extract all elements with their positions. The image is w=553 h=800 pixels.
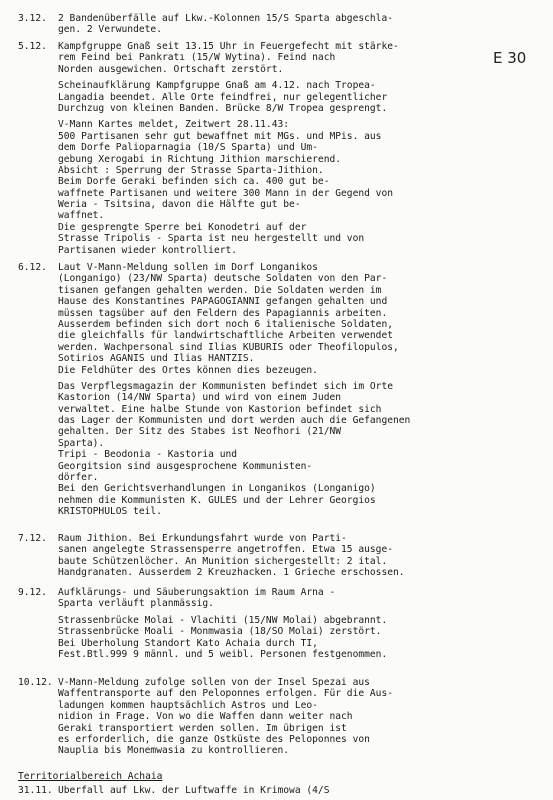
text-line: dem Dorfe Palioparnagia (10/S Sparta) und Um- xyxy=(58,142,318,154)
text-line: Die gesprengte Sperre bei Konodetri auf der xyxy=(58,221,307,233)
entry-body xyxy=(58,677,548,757)
entry-body xyxy=(58,262,548,518)
text-line: sanen angelegte Strassensperre angetroffen. Etwa 15 ausge- xyxy=(58,544,394,556)
text-line: (Longanigo) (23/NW Sparta) deutsche Soldaten von den Par- xyxy=(58,273,388,285)
text-line: Aufklärungs- und Säuberungsaktion im Raum Arna - xyxy=(58,587,336,598)
text-line: Absicht : Sperrung der Strasse Sparta-Jithion. xyxy=(58,164,324,176)
text-line: Partisanen wieder kontrolliert. xyxy=(58,244,238,256)
entry-body xyxy=(58,13,548,36)
text-line: Geraki transportiert werden sollen. Im übrigen ist xyxy=(58,722,347,734)
text-line: Hause des Konstantines PAPAGOGIANNI gefangen gehalten und xyxy=(58,296,388,308)
reference-mark: E 30 xyxy=(493,49,527,67)
entry-body xyxy=(58,785,548,796)
entry-date: 10.12. xyxy=(18,677,53,688)
text-line: Handgranaten. Ausserdem 2 Kreuzhacken. 1 Grieche erschossen. xyxy=(58,567,405,579)
text-line: rem Feind bei Pankratı (15/W Wytina). Feind nach xyxy=(58,52,336,64)
text-line: ladungen kommen hauptsächlich Astros und Leo- xyxy=(58,699,318,711)
text-line: es erforderlich, die ganze Ostküste des Peloponnes von xyxy=(58,733,370,745)
text-line: gen. 2 Verwundete. xyxy=(58,24,162,36)
text-line: das Lager der Kommunisten und dort werden auch die Gefangenen xyxy=(58,415,411,427)
text-line: Ausserdem befinden sich dort noch 6 italienische Soldaten, xyxy=(58,318,394,330)
entry-body xyxy=(58,533,548,579)
text-line: Waffentransporte auf den Peloponnes erfolgen. Für die Aus- xyxy=(58,688,394,700)
text-line: gebung Xerogabi in Richtung Jithion marschierend. xyxy=(58,153,342,165)
text-line: verwaltet. Eine halbe Stunde von Kastorion befindet sich xyxy=(58,403,382,415)
text-line: Das Verpflegsmagazin der Kommunisten befindet sich im Orte xyxy=(58,380,394,392)
text-line: gehalten. Der Sitz des Stabes ist Neofhori (21/NW xyxy=(58,426,342,438)
text-line: Bei den Gerichtsverhandlungen in Longanikos (Longanigo) xyxy=(58,483,376,495)
text-line: waffnet. xyxy=(58,210,105,222)
text-line: KRISTOPHULOS teil. xyxy=(58,506,162,518)
entry-date: 7.12. xyxy=(18,533,47,544)
text-line: 2 Bandenüberfälle auf Lkw.-Kolonnen 15/S Sparta abgeschla- xyxy=(58,13,394,24)
text-line: Die Feldhüter des Ortes können dies bezeugen. xyxy=(58,364,318,376)
text-line: Georgitsion sind ausgesprochene Kommunisten- xyxy=(58,460,313,472)
text-line: Sotirios AGANIS und Ilias HANTZIS. xyxy=(58,353,255,365)
entry-date: 31.11. xyxy=(18,785,53,796)
entry-body xyxy=(58,41,548,256)
entry-date: 5.12. xyxy=(18,41,47,52)
text-line: Kampfgruppe Gnaß seit 13.15 Uhr in Feuergefecht mit stärke- xyxy=(58,41,399,52)
text-line: Sparta). xyxy=(58,437,105,449)
text-line: Überfall auf Lkw. der Luftwaffe in Krimowa (4/S xyxy=(58,785,330,796)
entry-date: 6.12. xyxy=(18,262,47,273)
text-line: dörfer. xyxy=(58,472,99,484)
text-line: Weria - Tsitsina, davon die Hälfte gut be- xyxy=(58,199,301,211)
text-line: werden. Wachpersonal sind Ilias KUBURIS oder Theofilopulos, xyxy=(58,341,399,353)
section-heading: Territorialbereich Achaia xyxy=(18,771,163,782)
text-line: V-Mann Kartes meldet, Zeitwert 28.11.43: xyxy=(58,119,290,131)
text-line: Langadia beendet. Alle Orte feindfrei, nur gelegentlicher xyxy=(58,91,388,103)
text-line: nehmen die Kommunisten K. GULES und der Lehrer Georgios xyxy=(58,494,376,506)
text-line: Strassenbrücke Moali - Monmwasia (18/SO Molai) zerstört. xyxy=(58,626,382,638)
text-line: Strassenbrücke Molai - Vlachiti (15/NW Molai) abgebrannt. xyxy=(58,614,388,626)
text-line: Durchzug von kleinen Banden. Brücke 8/W Tropea gesprengt. xyxy=(58,102,388,114)
entry-body xyxy=(58,587,548,660)
text-line: 500 Partisanen sehr gut bewaffnet mit MGs. und MPis. aus xyxy=(58,130,382,142)
text-line: tisanen gefangen gehalten werden. Die Soldaten werden im xyxy=(58,284,382,296)
text-line: Kastorion (14/NW Sparta) und wird von einem Juden xyxy=(58,392,342,404)
text-line: Tripi - Beodonia - Kastoria und xyxy=(58,449,238,461)
text-line: Scheinaufklärung Kampfgruppe Gnaß am 4.12. nach Tropea- xyxy=(58,80,376,92)
text-line: Strasse Tripolis - Sparta ist neu hergestellt und von xyxy=(58,233,365,245)
text-line: Bei Überholung Standort Kato Achaia durch TI, xyxy=(58,637,318,649)
text-line: müssen tagsüber auf den Feldern des Papagiannis arbeiten. xyxy=(58,307,388,319)
entry-date: 9.12. xyxy=(18,587,47,598)
text-line: waffnete Partisanen und weitere 300 Mann in der Gegend von xyxy=(58,187,394,199)
entry-date: 3.12. xyxy=(18,13,47,24)
text-line: Norden ausgewichen. Ortschaft zerstört. xyxy=(58,63,284,75)
text-line: die gleichfalls für landwirtschaftliche Arbeiten verwendet xyxy=(58,330,394,342)
text-line: nidion in Frage. Von wo die Waffen dann weiter nach xyxy=(58,711,353,723)
text-line: V-Mann-Meldung zufolge sollen von der Insel Spezai aus xyxy=(58,677,370,688)
text-line: Laut V-Mann-Meldung sollen im Dorf Longanikos xyxy=(58,262,318,273)
text-line: Nauplia bis Monemwasia zu kontrollieren. xyxy=(58,745,290,757)
text-line: Sparta verläuft planmässig. xyxy=(58,598,214,610)
text-line: Raum Jithion. Bei Erkundungsfahrt wurde von Parti- xyxy=(58,533,347,544)
text-line: baute Schützenlöcher. An Munition sichergestellt: 2 ital. xyxy=(58,555,388,567)
text-line: Beim Dorfe Geraki befinden sich ca. 400 gut be- xyxy=(58,176,330,188)
text-line: Fest.Btl.999 9 männl. und 5 weibl. Personen festgenommen. xyxy=(58,648,388,660)
